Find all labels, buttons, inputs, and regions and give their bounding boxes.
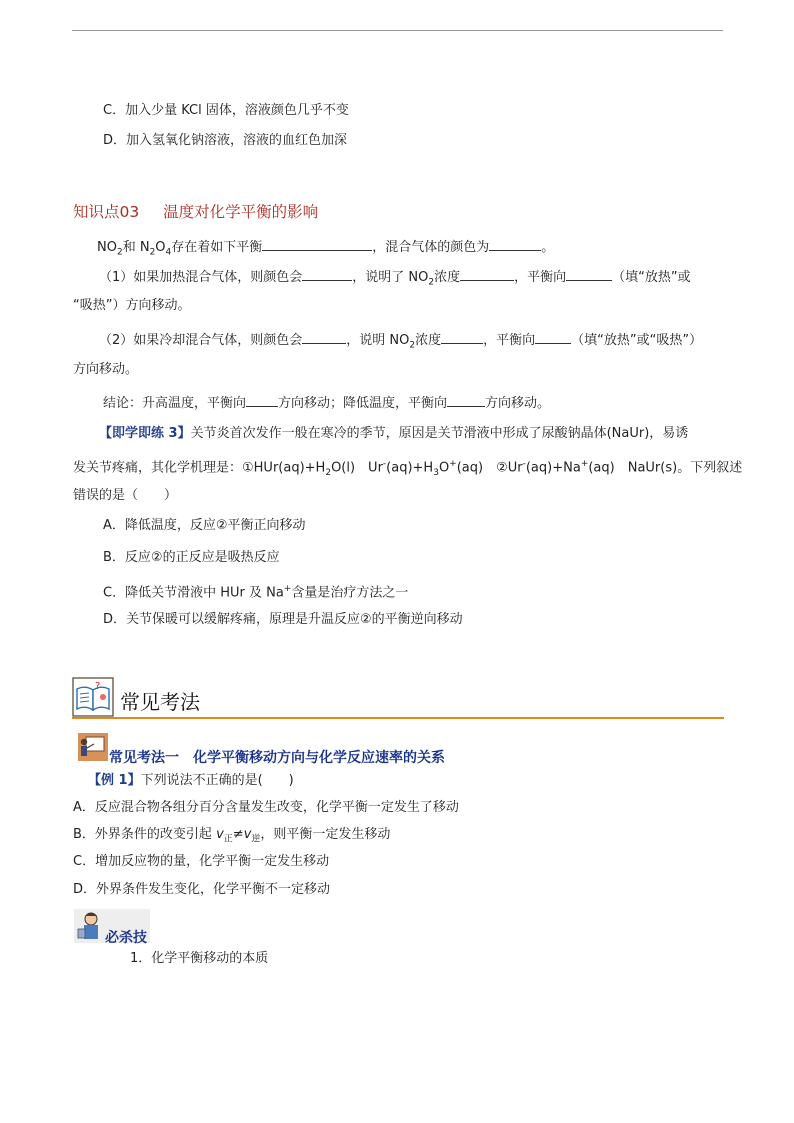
practice3-option-a: A．降低温度，反应②平衡正向移动 — [103, 518, 306, 533]
skill-title: 必杀技 — [105, 930, 147, 946]
example1-option-a: A．反应混合物各组分百分含量发生改变，化学平衡一定发生了移动 — [73, 800, 459, 815]
kp03-title: 温度对化学平衡的影响 — [163, 203, 319, 221]
practice3-option-d: D．关节保暖可以缓解疼痛，原理是升温反应②的平衡逆向移动 — [103, 612, 463, 627]
header-rule — [72, 30, 723, 31]
blank — [447, 394, 485, 407]
example1-stem: 【例 1】下列说法不正确的是( ) — [88, 773, 294, 788]
svg-text:?: ? — [95, 681, 101, 692]
method-icon — [78, 733, 108, 761]
blank — [566, 268, 612, 281]
blank — [441, 331, 483, 344]
kp03-conclusion: 结论：升高温度，平衡向 方向移动；降低温度，平衡向 方向移动。 — [103, 396, 551, 411]
prev-option-d: D．加入氢氧化钠溶液，溶液的血红色加深 — [103, 133, 348, 148]
blank — [262, 238, 372, 251]
practice3-line1: 【即学即练 3】关节炎首次发作一般在寒冷的季节，原因是关节滑液中形成了尿酸钠晶体(NaUr)，易诱 — [99, 426, 689, 441]
blank — [489, 238, 541, 251]
practice3-option-b: B．反应②的正反应是吸热反应 — [103, 550, 280, 565]
practice3-option-c: C．降低关节滑液中 HUr 及 Na+含量是治疗方法之一 — [103, 584, 409, 601]
practice3-line2: 发关节疼痛，其化学机理是：$①HUr(aq)+H_2O(l)$ $Ur^-(aq)+H_3O^+(aq)$ ②Ur-(aq)+Na+(aq) NaUr(s)。下列叙述 — [73, 459, 743, 478]
blank — [302, 331, 346, 344]
prev-option-c: C．加入少量 KCl 固体，溶液颜色几乎不变 — [103, 103, 349, 118]
blank — [302, 268, 352, 281]
kp03-line1: $NO_2$和 $N_2O_4$存在着如下平衡 ，混合气体的颜色为 。 — [97, 240, 555, 258]
example1-tag: 【例 1】 — [88, 773, 141, 788]
skill-item-1: 1．化学平衡移动的本质 — [130, 951, 269, 966]
method1-title: 常见考法一 化学平衡移动方向与化学反应速率的关系 — [109, 750, 445, 766]
kp03-label: 知识点03 — [73, 203, 140, 221]
example1-option-c: C．增加反应物的量，化学平衡一定发生移动 — [73, 854, 330, 869]
section-title: 常见考法 — [120, 690, 200, 714]
example1-option-d: D．外界条件发生变化，化学平衡不一定移动 — [73, 882, 331, 897]
practice3-line3: 错误的是（ ） — [73, 488, 178, 503]
kp03-paragraph1-cont: “吸热”）方向移动。 — [73, 298, 191, 313]
blank — [246, 394, 278, 407]
kp03-paragraph1: （1）如果加热混合气体，则颜色会 ，说明了 $NO_2$浓度 ，平衡向 （填“放热”或 — [99, 270, 691, 288]
section-book-icon — [72, 677, 114, 717]
kp03-paragraph2: （2）如果冷却混合气体，则颜色会 ，说明 $NO_2$浓度 ，平衡向 （填“放热”或“吸热”） — [99, 333, 703, 351]
blank — [535, 331, 571, 344]
blank — [460, 268, 514, 281]
section-rule — [72, 717, 724, 719]
example1-option-b: B．外界条件的改变引起 $v_正\ne v_逆$，则平衡一定发生移动 — [73, 827, 391, 845]
kp03-paragraph2-cont: 方向移动。 — [73, 362, 139, 377]
kp03-heading — [73, 200, 318, 222]
practice3-tag: 【即学即练 3】 — [99, 426, 191, 441]
